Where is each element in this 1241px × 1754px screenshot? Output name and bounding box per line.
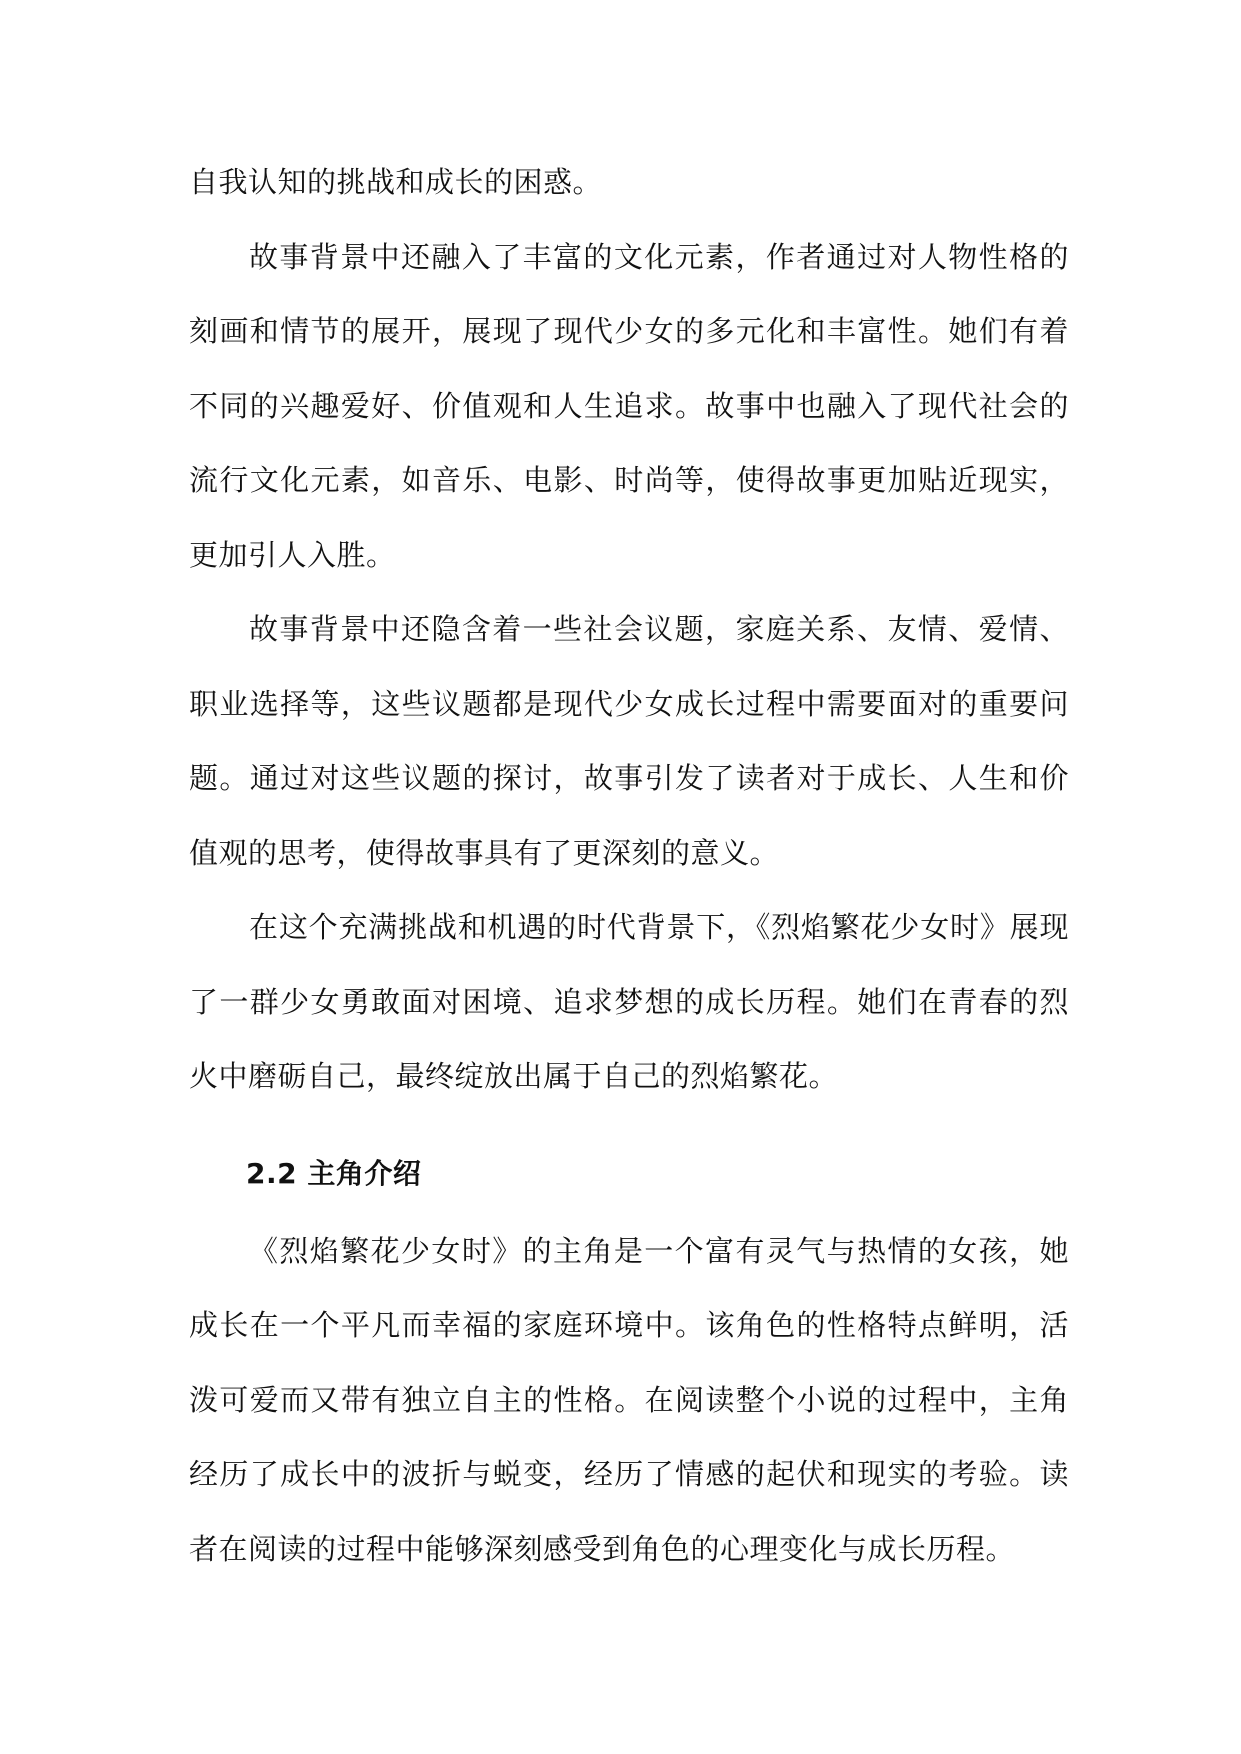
- section-heading: 2.2 主角介绍: [246, 1156, 422, 1190]
- paragraph-era-background: 在这个充满挑战和机遇的时代背景下，《烈焰繁花少女时》展现了一群少女勇敢面对困境、追求梦想的成长历程。她们在青春的烈火中磨砺自己，最终绽放出属于自己的烈焰繁花。: [189, 910, 1069, 1093]
- paragraph-social-issues: 故事背景中还隐含着一些社会议题，家庭关系、友情、爱情、职业选择等，这些议题都是现代少女成长过程中需要面对的重要问题。通过对这些议题的探讨，故事引发了读者对于成长、人生和价值观的思考，使得故事具有了更深刻的意义。: [189, 612, 1069, 870]
- document-body: [189, 145, 1069, 1586]
- paragraph-protagonist-intro: 《烈焰繁花少女时》的主角是一个富有灵气与热情的女孩，她成长在一个平凡而幸福的家庭环境中。该角色的性格特点鲜明，活泼可爱而又带有独立自主的性格。在阅读整个小说的过程中，主角经历了成长中的波折与蜕变，经历了情感的起伏和现实的考验。读者在阅读的过程中能够深刻感受到角色的心理变化与成长历程。: [189, 1233, 1069, 1566]
- paragraph-cultural-elements: 故事背景中还融入了丰富的文化元素，作者通过对人物性格的刻画和情节的展开，展现了现代少女的多元化和丰富性。她们有着不同的兴趣爱好、价值观和人生追求。故事中也融入了现代社会的流行文化元素，如音乐、电影、时尚等，使得故事更加贴近现实，更加引人入胜。: [189, 239, 1069, 572]
- paragraph-continuation: 自我认知的挑战和成长的困惑。: [189, 165, 603, 199]
